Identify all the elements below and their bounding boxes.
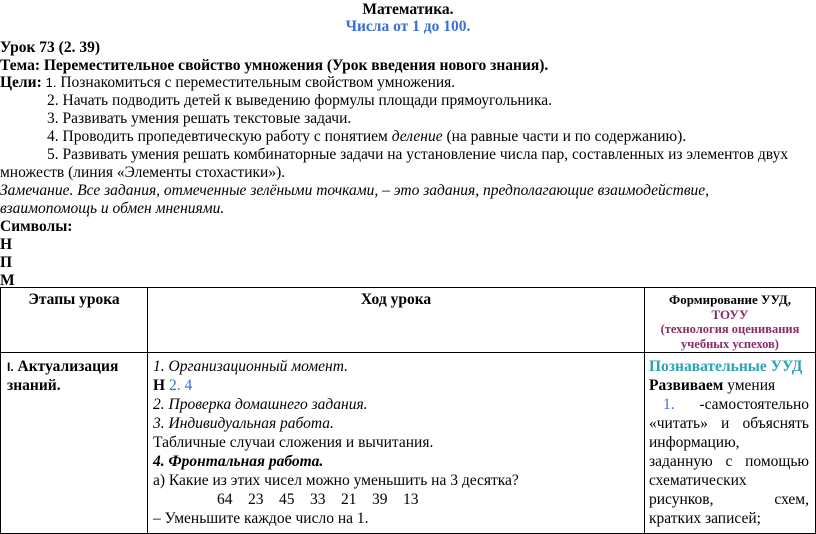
uud-line-3: информацию, [649, 434, 740, 451]
uud-line-4 [649, 452, 809, 471]
header-touu-sub-1: (технология оценивания [660, 322, 800, 336]
document-topic-range: Числа от 1 до 100. [345, 18, 471, 35]
uud-item-1-num: 1. [663, 396, 675, 413]
uud-line-4b: с [725, 453, 733, 470]
lesson-table [0, 287, 816, 534]
uud-develop-rest: умения [723, 377, 776, 394]
uud-line-2c: объяснять [742, 415, 809, 432]
symbol-m: М [0, 272, 15, 289]
uud-line-2 [649, 414, 809, 433]
goal-1-text: Познакомиться с переместительным свойством умножения. [60, 74, 456, 91]
uud-cognitive-title: Познавательные УУД [649, 358, 803, 375]
table-header-row [1, 288, 816, 353]
goal-3-num: 3. [47, 110, 59, 127]
theme-text: Переместительное свойство умножения (Урок введения нового знания). [43, 57, 549, 74]
reduce-instruction: – Уменьшите каждое число на 1. [153, 510, 369, 527]
lesson-number: Урок 73 (2. 39) [0, 39, 100, 56]
step-individual-text: Табличные случаи сложения и вычитания. [153, 434, 434, 451]
header-touu-sub-2: учебных успехов) [681, 337, 779, 351]
step-individual-work: 3. Индивидуальная работа. [153, 415, 334, 432]
step-h-label: Н [153, 377, 166, 394]
goal-4-pre: Проводить пропедевтическую работу с понятием [62, 128, 392, 145]
step-homework-check: 2. Проверка домашнего задания. [153, 396, 368, 413]
uud-line-7: кратких записей; [649, 510, 761, 527]
uud-line-6 [649, 490, 809, 509]
goal-3 [47, 110, 351, 128]
stage-title-1: Актуализация [17, 358, 119, 375]
lesson-theme [0, 57, 548, 75]
goal-1-num: 1. [45, 75, 57, 90]
goal-5-continuation: множеств (линия «Элементы стохастики»). [0, 164, 286, 181]
note-line-2: взаимопомощь и обмен мнениями. [0, 200, 225, 217]
uud-line-6a: рисунков, [649, 491, 714, 508]
uud-line-2b: и [721, 415, 730, 432]
uud-item-1-text: -самостоятельно [699, 396, 809, 413]
stage-number: I. [7, 360, 14, 374]
uud-line-5: схематических [649, 472, 747, 489]
uud-item-1 [649, 395, 809, 414]
uud-line-4c: помощью [745, 453, 809, 470]
header-uud [645, 288, 816, 353]
header-touu: ТОУУ [711, 307, 749, 322]
header-uud-title: Формирование УУД, [669, 292, 791, 307]
uud-develop-line [649, 376, 809, 395]
note-line-1 [0, 182, 709, 200]
uud-line-4a: заданную [649, 453, 713, 470]
goal-4-italic: деление [391, 128, 443, 145]
number-row: 64 23 45 33 21 39 13 [217, 491, 419, 508]
uud-develop-bold: Развиваем [649, 377, 724, 394]
goal-3-text: Развивать умения решать текстовые задачи. [62, 110, 352, 127]
symbol-n: Н [0, 236, 13, 253]
goal-5-text: Развивать умения решать комбинаторные задачи на установление числа пар, составленных из элементов двух [62, 146, 789, 163]
table-row [1, 353, 816, 534]
header-stages [1, 288, 148, 353]
symbol-p: П [0, 254, 13, 271]
goal-1 [0, 74, 455, 92]
stage-cell [1, 353, 148, 534]
uud-cell [645, 353, 816, 534]
goals-label: Цели: [0, 74, 42, 91]
goal-2-num: 2. [47, 92, 59, 109]
lesson-flow-cell [148, 353, 645, 534]
header-lesson-flow [148, 288, 645, 353]
header-stages-label: Этапы урока [28, 291, 120, 308]
uud-line-2a: «читать» [649, 415, 708, 432]
step-h-pages: 2. 4 [168, 377, 193, 394]
document-subject: Математика. [362, 1, 454, 18]
step-organizational: 1. Организационный момент. [153, 358, 348, 375]
question-a: а) Какие из этих чисел можно уменьшить на 3 десятка? [153, 472, 519, 489]
goal-2-text: Начать подводить детей к выведению формулы площади прямоугольника. [62, 92, 552, 109]
goal-5-num: 5. [47, 146, 59, 163]
goal-4-num: 4. [47, 128, 59, 145]
uud-line-6b: схем, [774, 491, 809, 508]
goal-4-post: (на равные части и по содержанию). [442, 128, 687, 145]
stage-title-2: знаний. [7, 377, 61, 394]
goal-4 [47, 128, 686, 146]
stage-line-1 [7, 357, 147, 376]
header-lesson-flow-label: Ход урока [360, 291, 432, 308]
theme-label: Тема: [0, 57, 40, 74]
note-text-1: Все задания, отмеченные зелёными точками, – это задания, предполагающие взаимодействие, [73, 182, 710, 199]
goal-5 [47, 146, 788, 164]
step-frontal-work: 4. Фронтальная работа. [153, 453, 324, 470]
step-h-line [153, 376, 644, 395]
goal-2 [47, 92, 552, 110]
note-label: Замечание. [0, 182, 74, 199]
symbols-label: Символы: [0, 218, 73, 235]
